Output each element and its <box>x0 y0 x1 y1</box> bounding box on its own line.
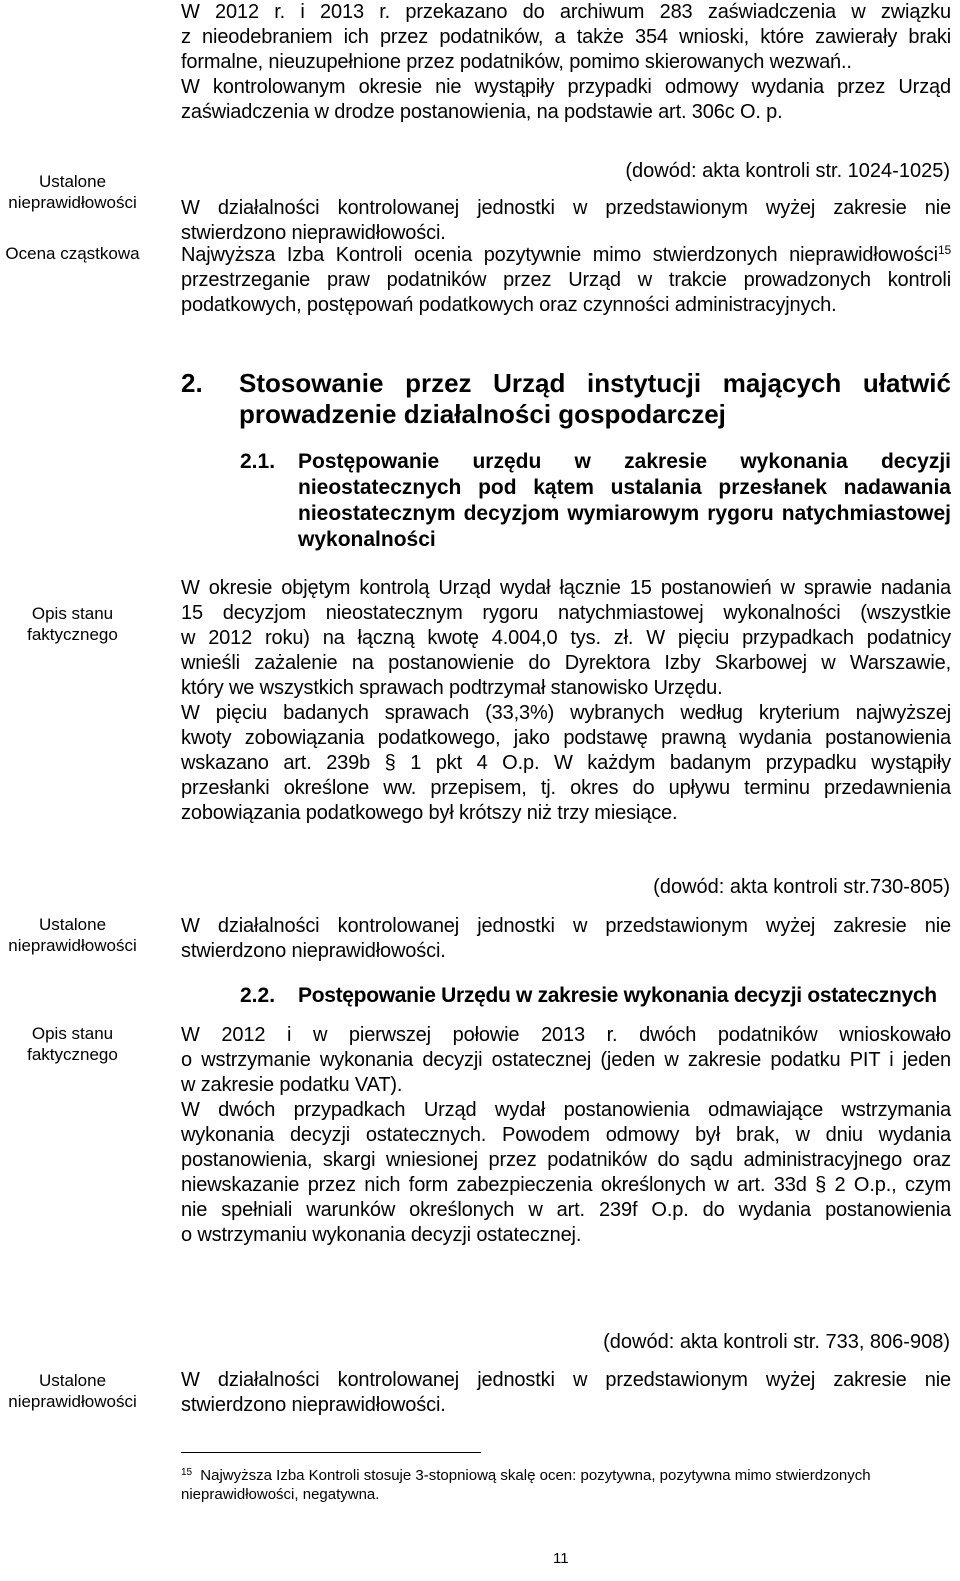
text-line: postanowienia, skargi wniesionej przez podatników do sądu administracyjnego oraz <box>181 1149 951 1171</box>
text-line: stwierdzono nieprawidłowości. <box>181 1394 446 1416</box>
paragraph-no-irregularities-2 <box>181 914 951 964</box>
heading-text: nieostatecznym decyzjom wymiarowym rygoru natychmiastowej <box>298 502 951 525</box>
text-line: stwierdzono nieprawidłowości. <box>181 940 446 962</box>
text-line: przesłanki określone ww. przepisem, tj. okres do upływu terminu przedawnienia <box>181 777 951 799</box>
text-line: niewskazanie przez nich form zabezpieczenia określonych w art. 33d § 2 O.p., czym <box>181 1174 951 1196</box>
heading-text: Postępowanie urzędu w zakresie wykonania decyzji <box>298 450 951 473</box>
paragraph-assessment <box>181 243 951 318</box>
paragraph-no-irregularities-1 <box>181 196 951 246</box>
footnote-divider <box>181 1452 481 1453</box>
heading-line <box>181 368 951 399</box>
heading-number: 2.1. <box>240 450 276 473</box>
footnote-ref: 15 <box>937 243 951 257</box>
text-line: 15 decyzjom nieostatecznym rygoru natychmiastowej wykonalności (wszystkie <box>181 602 951 624</box>
margin-note-facts-2: Opis stanu faktycznego <box>27 1024 118 1064</box>
heading-text: nieostatecznych pod kątem ustalania przesłanek nadawania <box>298 476 951 499</box>
heading-number: 2. <box>181 368 203 398</box>
text-line: który we wszystkich sprawach podtrzymał stanowisko Urzędu. <box>181 677 723 699</box>
text-line: wykonania decyzji ostatecznych. Powodem odmowy był brak, w dniu wydania <box>181 1124 951 1146</box>
text-line: W dwóch przypadkach Urząd wydał postanowienia odmawiające wstrzymania <box>181 1099 951 1121</box>
text-line: W 2012 i w pierwszej połowie 2013 r. dwóch podatników wnioskowało <box>181 1024 951 1046</box>
text-line: W kontrolowanym okresie nie wystąpiły przypadki odmowy wydania przez Urząd <box>181 76 951 98</box>
text-line: przestrzeganie praw podatników przez Urząd w trakcie prowadzonych kontroli <box>181 269 951 291</box>
evidence-reference-1: (dowód: akta kontroli str. 1024-1025) <box>625 160 950 182</box>
text-line: w 2012 roku) na łączną kwotę 4.004,0 tys. zł. W pięciu przypadkach podatnicy <box>181 627 951 649</box>
text-line: W 2012 r. i 2013 r. przekazano do archiwum 283 zaświadczenia w związku <box>181 1 951 23</box>
margin-note-facts-1: Opis stanu faktycznego <box>27 604 118 644</box>
margin-note-findings-1: Ustalone nieprawidłowości <box>8 172 137 212</box>
paragraph-final-decisions <box>181 1023 951 1248</box>
footnote-number: 15 <box>181 1467 193 1478</box>
paragraph-enforcement <box>181 576 951 826</box>
subsection-heading-2-2 <box>240 983 951 1009</box>
text-segment: Najwyższa Izba Kontroli ocenia pozytywnie mimo stwierdzonych nieprawidłowości <box>181 244 938 266</box>
heading-number: 2.2. <box>240 984 276 1007</box>
text-line: stwierdzono nieprawidłowości. <box>181 222 446 244</box>
margin-note-findings-2: Ustalone nieprawidłowości <box>8 915 137 955</box>
text-line: o wstrzymaniu wykonania decyzji ostatecznej. <box>181 1224 582 1246</box>
text-line: W działalności kontrolowanej jednostki w przedstawionym wyżej zakresie nie <box>181 197 951 219</box>
text-line <box>181 243 951 268</box>
evidence-reference-3: (dowód: akta kontroli str. 733, 806-908) <box>603 1331 950 1353</box>
heading-text: Postępowanie Urzędu w zakresie wykonania decyzji ostatecznych <box>298 984 937 1007</box>
text-line: zaświadczenia w drodze postanowienia, na podstawie art. 306c O. p. <box>181 101 783 123</box>
section-heading-2 <box>181 368 951 430</box>
heading-text: prowadzenie działalności gospodarczej <box>239 399 726 429</box>
text-line: z nieodebraniem ich przez podatników, a także 354 wnioski, które zawierały braki <box>181 26 951 48</box>
text-line: W działalności kontrolowanej jednostki w przedstawionym wyżej zakresie nie <box>181 1369 951 1391</box>
text-line: formalne, nieuzupełnione przez podatników, pomimo skierowanych wezwań.. <box>181 51 852 73</box>
paragraph-no-irregularities-3 <box>181 1368 951 1418</box>
heading-text: wykonalności <box>298 528 436 551</box>
text-line: W okresie objętym kontrolą Urząd wydał łącznie 15 postanowień w sprawie nadania <box>181 577 951 599</box>
text-line: podatkowych, postępowań podatkowych oraz czynności administracyjnych. <box>181 294 837 316</box>
footnote-text: Najwyższa Izba Kontroli stosuje 3-stopniową skalę ocen: pozytywna, pozytywna mimo stwierdzonych nieprawidłowości, negatywna. <box>181 1467 871 1503</box>
text-line: W działalności kontrolowanej jednostki w przedstawionym wyżej zakresie nie <box>181 915 951 937</box>
text-line: zobowiązania podatkowego był krótszy niż trzy miesiące. <box>181 802 678 824</box>
text-line: w zakresie podatku VAT). <box>181 1074 403 1096</box>
subsection-heading-2-1 <box>240 449 951 553</box>
text-line: W pięciu badanych sprawach (33,3%) wybranych według kryterium najwyższej <box>181 702 951 724</box>
page-number: 11 <box>553 1550 569 1567</box>
margin-note-partial-assessment: Ocena cząstkowa <box>5 244 140 263</box>
margin-note-findings-3: Ustalone nieprawidłowości <box>8 1371 137 1411</box>
text-line: o wstrzymanie wykonania decyzji ostatecznej (jeden w zakresie podatku PIT i jeden <box>181 1049 951 1071</box>
paragraph-archive <box>181 0 951 125</box>
text-line: wskazano art. 239b § 1 pkt 4 O.p. W każdym badanym przypadku wystąpiły <box>181 752 951 774</box>
text-line: wnieśli zażalenie na postanowienie do Dyrektora Izby Skarbowej w Warszawie, <box>181 652 951 674</box>
text-line: nie spełniali warunków określonych w art. 239f O.p. do wydania postanowienia <box>181 1199 951 1221</box>
heading-text: Stosowanie przez Urząd instytucji mających ułatwić <box>239 368 951 398</box>
evidence-reference-2: (dowód: akta kontroli str.730-805) <box>653 876 950 898</box>
text-line: kwoty zobowiązania podatkowego, jako podstawę prawną wydania postanowienia <box>181 727 951 749</box>
footnote <box>181 1466 951 1504</box>
